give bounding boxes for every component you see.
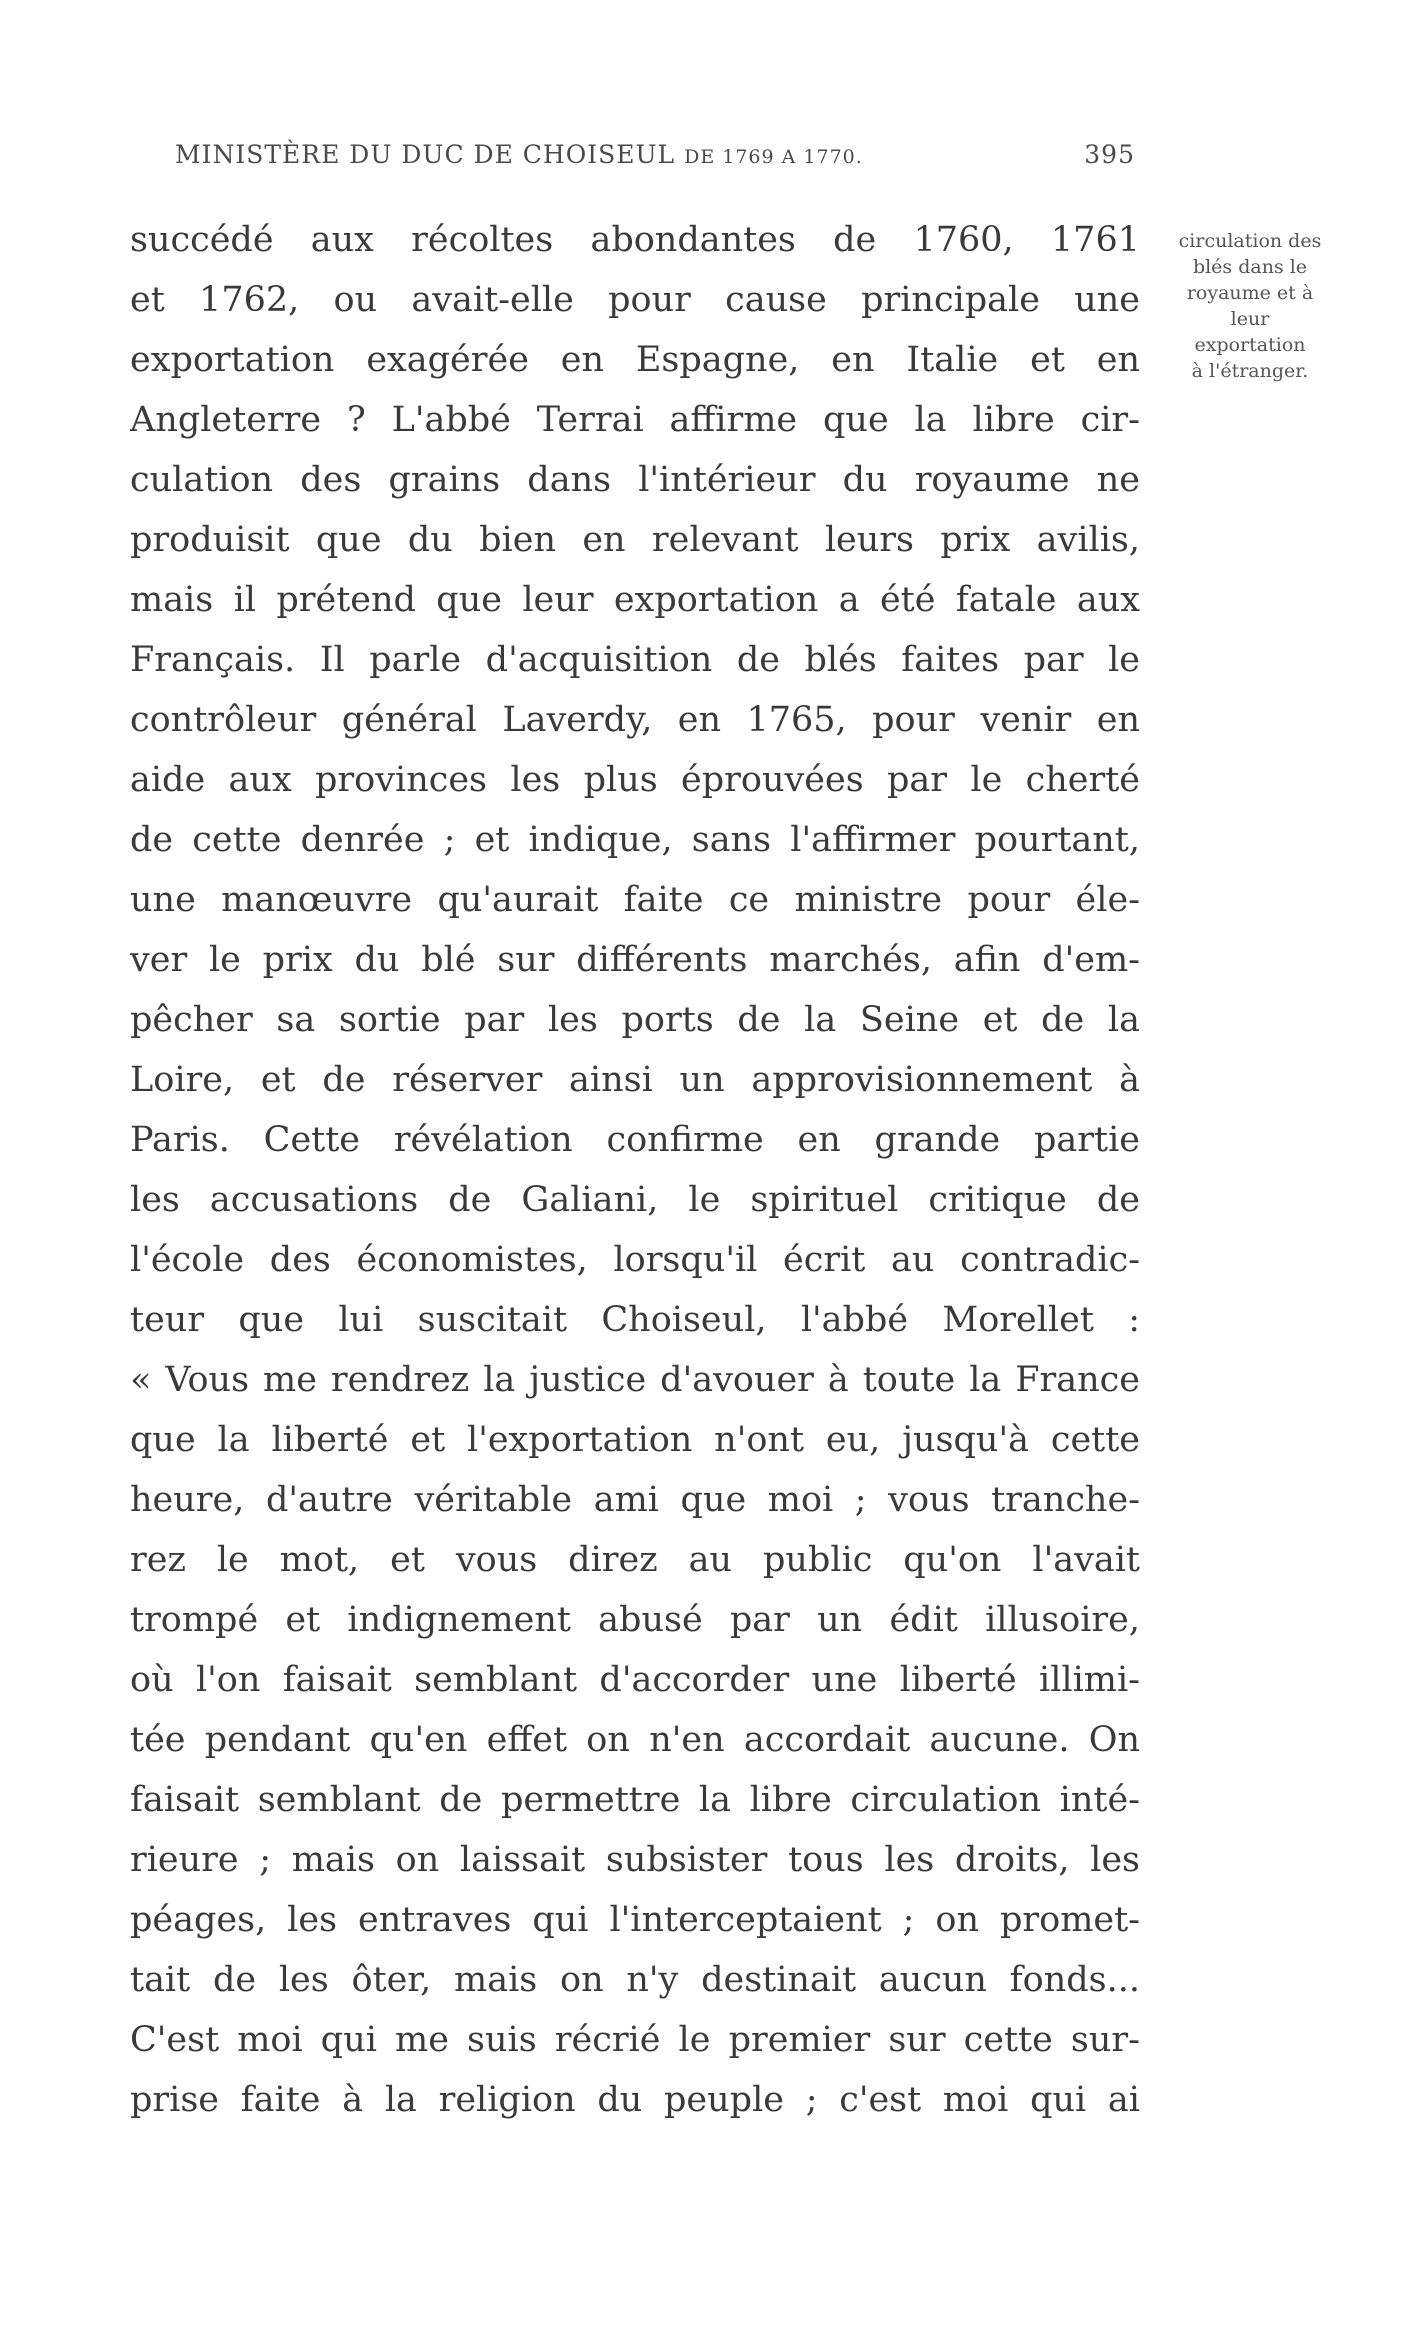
text-line: succédé aux récoltes abondantes de 1760, 1761 — [130, 220, 1140, 260]
text-line: où l'on faisait semblant d'accorder une liberté illimi- — [130, 1660, 1140, 1700]
running-head-title-main: MINISTÈRE DU DUC DE CHOISEUL — [175, 140, 676, 169]
text-line: tait de les ôter, mais on n'y destinait aucun fonds... — [130, 1960, 1140, 2000]
text-line: culation des grains dans l'intérieur du royaume ne — [130, 460, 1140, 500]
page-number: 395 — [1084, 140, 1135, 169]
text-line: et 1762, ou avait-elle pour cause principale une — [130, 280, 1140, 320]
text-line: produisit que du bien en relevant leurs prix avilis, — [130, 520, 1140, 560]
text-line: aide aux provinces les plus éprouvées par le cherté — [130, 760, 1140, 800]
text-line: teur que lui suscitait Choiseul, l'abbé Morellet : — [130, 1300, 1140, 1340]
running-head-title — [175, 140, 863, 169]
text-line: heure, d'autre véritable ami que moi ; vous tranche- — [130, 1480, 1140, 1520]
text-line: faisait semblant de permettre la libre circulation inté- — [130, 1780, 1140, 1820]
margin-note-line: à l'étranger. — [1191, 360, 1309, 382]
text-line: de cette denrée ; et indique, sans l'affirmer pourtant, — [130, 820, 1140, 860]
text-line: une manœuvre qu'aurait faite ce ministre pour éle- — [130, 880, 1140, 920]
margin-note-line: blés dans le — [1192, 256, 1308, 278]
text-line: Loire, et de réserver ainsi un approvisionnement à — [130, 1060, 1140, 1100]
text-line: l'école des économistes, lorsqu'il écrit au contradic- — [130, 1240, 1140, 1280]
text-line: ver le prix du blé sur différents marchés, afin d'em- — [130, 940, 1140, 980]
text-line: trompé et indignement abusé par un édit illusoire, — [130, 1600, 1140, 1640]
text-line: péages, les entraves qui l'interceptaient ; on promet- — [130, 1900, 1140, 1940]
text-line: Angleterre ? L'abbé Terrai affirme que la libre cir- — [130, 400, 1140, 440]
text-line: pêcher sa sortie par les ports de la Seine et de la — [130, 1000, 1140, 1040]
text-line: exportation exagérée en Espagne, en Italie et en — [130, 340, 1140, 380]
text-line: rez le mot, et vous direz au public qu'on l'avait — [130, 1540, 1140, 1580]
margin-note-line: circulation des — [1178, 230, 1322, 252]
text-line: que la liberté et l'exportation n'ont eu, jusqu'à cette — [130, 1420, 1140, 1460]
running-head — [175, 140, 1135, 180]
text-line: les accusations de Galiani, le spirituel critique de — [130, 1180, 1140, 1220]
text-line: rieure ; mais on laissait subsister tous les droits, les — [130, 1840, 1140, 1880]
margin-note-line: leur — [1230, 308, 1270, 330]
margin-note — [1150, 228, 1350, 384]
text-line: Paris. Cette révélation confirme en grande partie — [130, 1120, 1140, 1160]
text-line: contrôleur général Laverdy, en 1765, pour venir en — [130, 700, 1140, 740]
margin-note-line: royaume et à — [1186, 282, 1314, 304]
text-line: Français. Il parle d'acquisition de blés faites par le — [130, 640, 1140, 680]
running-head-title-dates: DE 1769 A 1770. — [684, 146, 863, 168]
text-line: tée pendant qu'en effet on n'en accordait aucune. On — [130, 1720, 1140, 1760]
margin-note-line: exportation — [1194, 334, 1306, 356]
text-line: prise faite à la religion du peuple ; c'est moi qui ai — [130, 2080, 1140, 2120]
text-line: « Vous me rendrez la justice d'avouer à toute la France — [130, 1360, 1140, 1400]
text-line: C'est moi qui me suis récrié le premier sur cette sur- — [130, 2020, 1140, 2060]
text-line: mais il prétend que leur exportation a été fatale aux — [130, 580, 1140, 620]
body-text — [130, 210, 1140, 2130]
